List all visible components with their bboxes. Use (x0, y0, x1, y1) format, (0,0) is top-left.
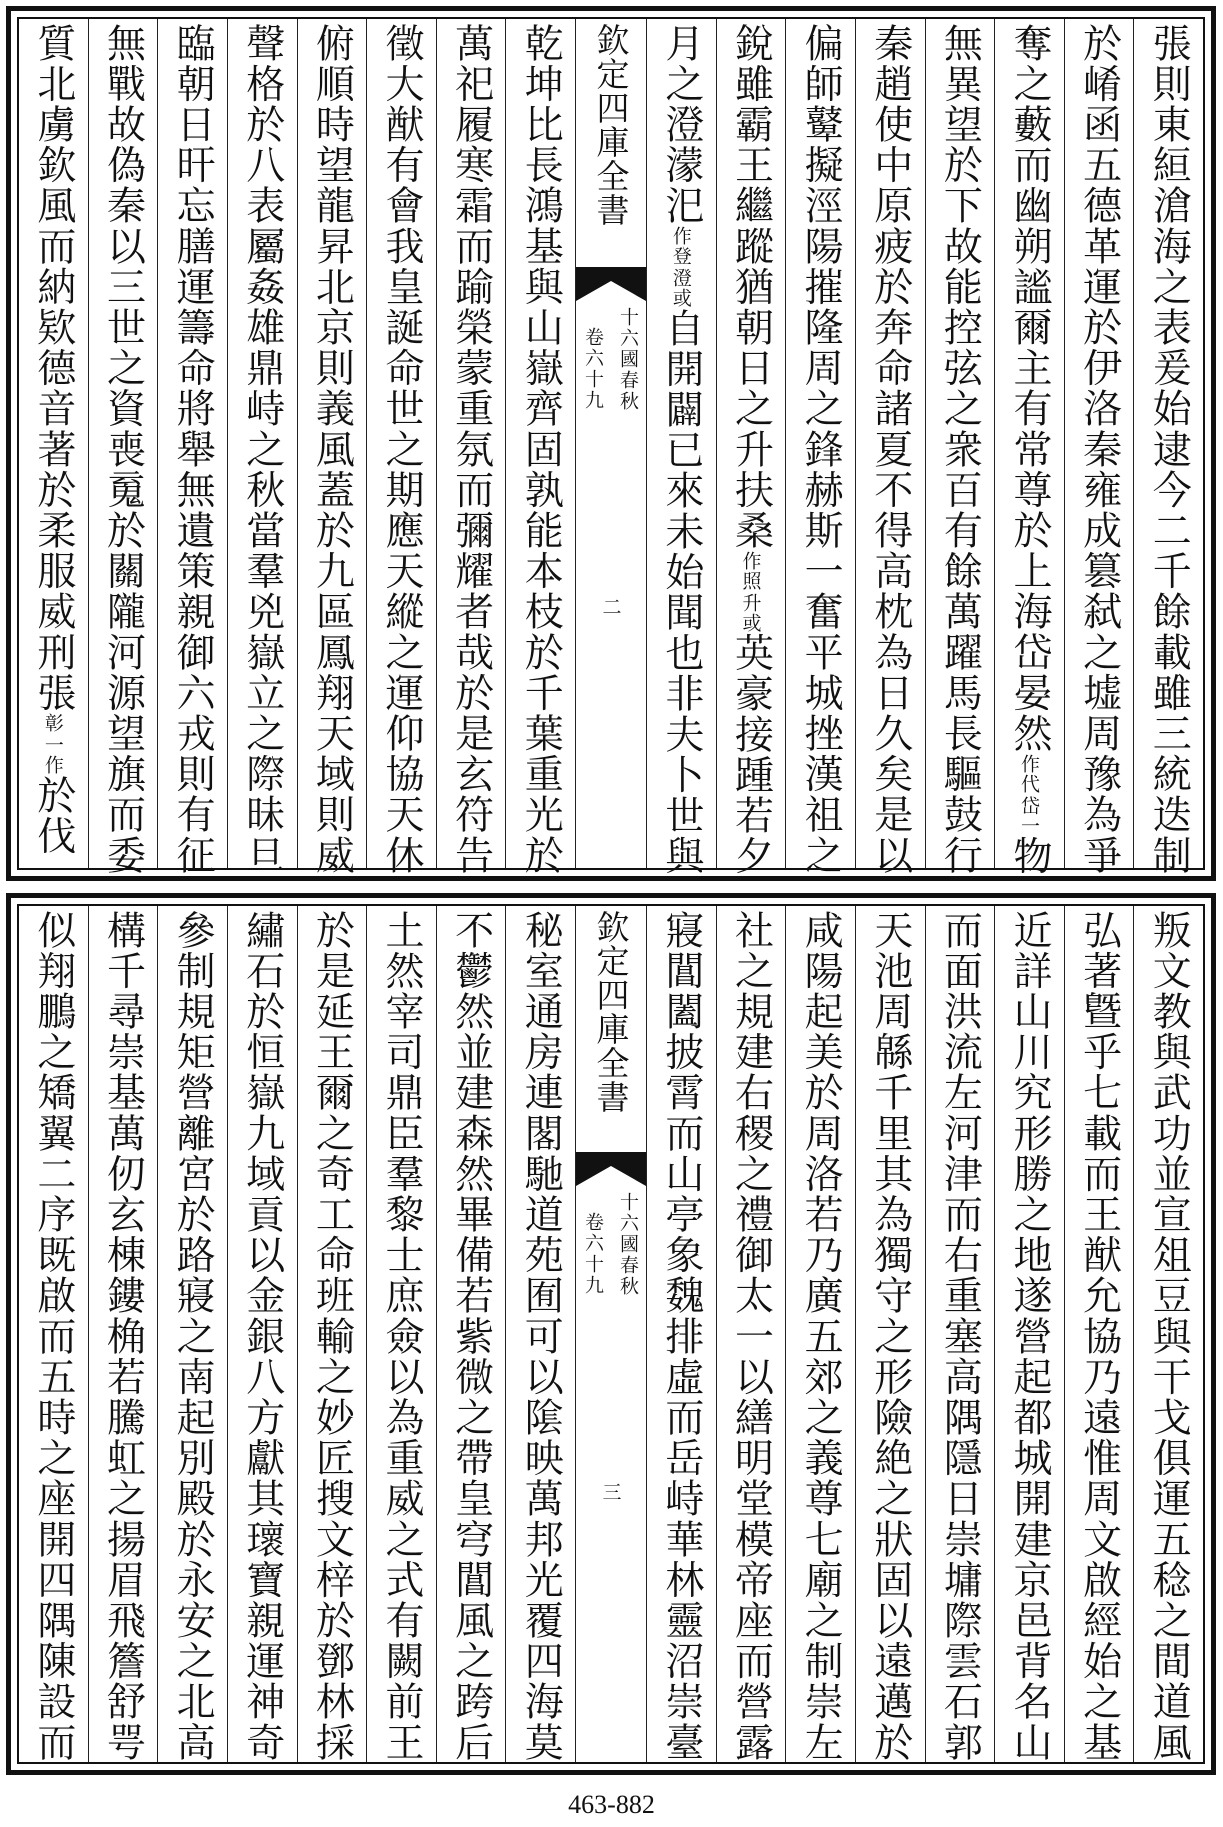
note-line: 作登 (669, 226, 692, 266)
column-text (1006, 23, 1052, 877)
text-column (19, 19, 88, 868)
text-column (157, 906, 227, 1762)
interlinear-note (43, 713, 62, 775)
column-text (658, 910, 704, 1763)
column-text (170, 910, 216, 1763)
text-column (297, 19, 367, 876)
column-text (448, 910, 494, 1763)
text-column (646, 19, 716, 877)
column-text (798, 23, 844, 876)
note-line: 升或 (739, 592, 762, 633)
book-name-label: 十六國春秋 (617, 307, 639, 412)
column-text (239, 910, 285, 1763)
text-column (785, 19, 855, 876)
interlinear-note (671, 226, 690, 308)
main-text: 叛文教與武功並宣俎豆與干戈俱運五稔之間道風 (1146, 910, 1192, 1763)
main-text: 秘室通房連閣馳道苑囿可以隂映萬邦光覆四海莫 (518, 910, 564, 1763)
text-column (366, 19, 436, 876)
column-text (100, 23, 146, 876)
column-text (1076, 23, 1122, 876)
column-text (30, 910, 76, 1763)
main-text: 萬祀履寒霜而踰榮蒙重氛而彌耀者哉於是玄符告 (448, 23, 494, 876)
main-text-tail: 自開闢已來未始聞也非夫卜世與 (658, 308, 704, 877)
text-column (716, 19, 786, 877)
text-column (227, 906, 297, 1762)
main-text: 構千尋崇基萬仞玄棟鏤桷若騰虹之揚眉飛簷舒咢 (100, 910, 146, 1763)
text-column (366, 906, 436, 1762)
main-text: 奪之藪而幽朔謐爾主有常尊於上海岱晏然 (1006, 23, 1052, 754)
text-column (855, 906, 925, 1762)
text-column (505, 19, 575, 876)
main-text: 繡石於恒嶽九域貢以金銀八方獻其瓌寶親運神奇 (239, 910, 285, 1763)
main-text: 俯順時望龍昇北京則義風蓋於九區鳳翔天域則威 (309, 23, 355, 876)
main-text: 參制規矩營離宮於路寢之南起別殿於永安之北高 (170, 910, 216, 1763)
column-text (378, 23, 424, 876)
column-text (100, 910, 146, 1763)
column-text (867, 23, 913, 876)
column-text (30, 23, 76, 857)
column-text (1146, 910, 1192, 1763)
bottom-page-frame (17, 904, 1205, 1764)
column-text (309, 23, 355, 876)
main-text: 徵大猷有會我皇誕命世之期應天縱之運仰協天休 (378, 23, 424, 876)
text-column (88, 906, 158, 1762)
main-text: 弘著曁乎七載而王猷允協乃遠惟周文啟經始之基 (1076, 910, 1122, 1763)
page-number: 二 (599, 597, 622, 616)
note-line: 彰 (41, 713, 64, 734)
text-column (925, 906, 995, 1762)
main-text-tail: 英豪接踵若夕 (728, 632, 774, 877)
main-text: 無異望於下故能控弦之衆百有餘萬躍馬長驅鼓行 (937, 23, 983, 876)
book-name-label: 十六國春秋 (617, 1192, 639, 1297)
fishtail-mark (576, 267, 646, 301)
column-text (309, 910, 355, 1763)
book-title: 欽定四庫全書 (591, 910, 631, 1114)
text-column (1064, 906, 1134, 1762)
main-text: 近詳山川究形勝之地遂營起都城開建京邑背名山 (1006, 910, 1052, 1763)
top-page-frame (17, 17, 1205, 877)
text-column (436, 19, 506, 876)
text-column (1133, 906, 1203, 1762)
main-text-tail: 物 (1006, 835, 1052, 877)
page-number: 三 (599, 1482, 622, 1501)
text-column (19, 906, 88, 1762)
main-text: 銳雖霸王繼蹤猶朝日之升扶桑 (728, 23, 774, 551)
column-text (378, 910, 424, 1763)
column-text (658, 23, 704, 877)
bottom-columns (19, 906, 1203, 1762)
main-text: 土然宰司鼎臣羣黎士庶僉以為重威之式有闕前王 (378, 910, 424, 1763)
text-column (1064, 19, 1134, 876)
text-column (297, 906, 367, 1762)
column-text (728, 910, 774, 1763)
text-column (855, 19, 925, 876)
text-column (227, 19, 297, 876)
main-text: 天池周緜千里其為獨守之形險絶之狀固以遠邁於 (867, 910, 913, 1763)
main-text: 似翔鵬之矯翼二序既啟而五時之座開四隅陳設而 (30, 910, 76, 1763)
main-text: 秦趙使中原疲於奔命諸夏不得高枕為日久矣是以 (867, 23, 913, 876)
main-text: 而面洪流左河津而右重塞高隅隱日崇墉際雲石郭 (937, 910, 983, 1763)
column-text (1006, 910, 1052, 1763)
center-gutter-column (575, 906, 646, 1762)
text-column (157, 19, 227, 876)
interlinear-note (739, 550, 762, 633)
main-text: 乾坤比長鴻基與山嶽齊固孰能本枝於千葉重光於 (518, 23, 564, 876)
column-text (937, 910, 983, 1763)
note-line: 澄或 (669, 268, 692, 308)
main-text: 聲格於八表屬姦雄鼎峙之秋當羣兇嶽立之際昧旦 (239, 23, 285, 876)
note-line: 岱一 (1017, 795, 1040, 836)
main-text: 質北虜欽風而納欵德音著於柔服威刑張 (30, 23, 76, 714)
center-gutter-column (575, 19, 646, 868)
text-column (505, 906, 575, 1762)
main-text: 張則東絙滄海之表爰始逮今二千餘載雖三統迭制 (1146, 23, 1192, 876)
column-text (1076, 910, 1122, 1763)
note-line: 作代 (1017, 753, 1040, 794)
main-text: 月之澄濛汜 (658, 23, 704, 226)
book-title: 欽定四庫全書 (591, 23, 631, 227)
column-text (728, 23, 774, 877)
column-text (518, 23, 564, 876)
volume-label: 卷六十九 (582, 1212, 604, 1296)
text-column (1133, 19, 1203, 876)
main-text: 咸陽起美於周洛若乃廣五郊之義尊七廟之制崇左 (798, 910, 844, 1763)
top-columns (19, 19, 1203, 877)
column-text (867, 910, 913, 1763)
main-text: 偏師鼙擬涇陽摧隆周之鋒赫斯一奮平城挫漢祖之 (798, 23, 844, 876)
column-text (448, 23, 494, 876)
text-column (994, 19, 1064, 877)
text-column (646, 906, 716, 1762)
main-text: 於崤函五德革運於伊洛秦雍成篡弑之墟周豫為爭 (1076, 23, 1122, 876)
volume-label: 卷六十九 (582, 327, 604, 411)
text-column (436, 906, 506, 1762)
text-column (716, 906, 786, 1762)
column-text (518, 910, 564, 1763)
text-column (994, 906, 1064, 1762)
main-text: 臨朝日旰忘膳運籌命將舉無遺策親御六戎則有征 (170, 23, 216, 876)
note-line: 作照 (739, 550, 762, 591)
text-column (785, 906, 855, 1762)
text-column (88, 19, 158, 876)
main-text: 寢閶闔披霄而山亭象魏排虛而岳峙華林靈沼崇臺 (658, 910, 704, 1763)
main-text: 不鬱然並建森然畢備若紫微之帶皇穹閶風之跨后 (448, 910, 494, 1763)
text-column (925, 19, 995, 876)
column-text (937, 23, 983, 876)
fishtail-mark (576, 1152, 646, 1186)
interlinear-note (1019, 754, 1038, 836)
column-text (239, 23, 285, 876)
column-text (170, 23, 216, 876)
note-line: 一作 (41, 735, 64, 776)
main-text: 無戰故偽秦以三世之資喪䰟於關隴河源望旗而委 (100, 23, 146, 876)
top-page-panel (6, 6, 1216, 881)
column-text (1146, 23, 1192, 876)
column-text (798, 910, 844, 1763)
main-text: 社之規建右稷之禮御太一以繕明堂模帝座而營露 (728, 910, 774, 1763)
page-footer-number: 463-882 (568, 1790, 655, 1819)
bottom-page-panel (6, 893, 1216, 1775)
main-text-tail: 於伐 (30, 775, 76, 857)
main-text: 於是延王爾之奇工命班輸之妙匠搜文梓於鄧林採 (309, 910, 355, 1763)
